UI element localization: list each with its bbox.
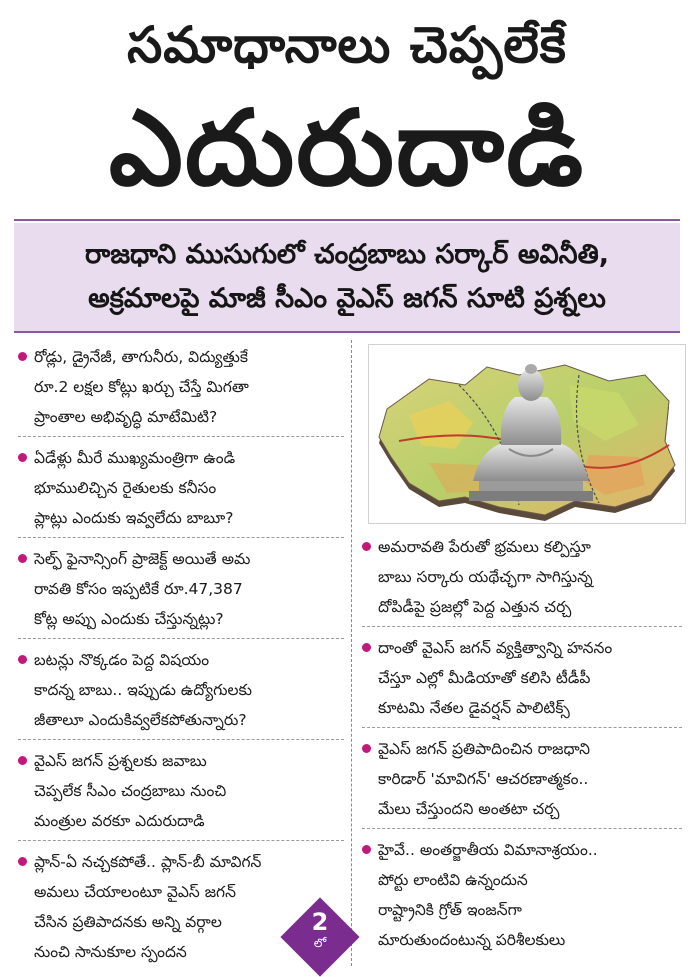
bullet-dot-icon [18, 352, 27, 361]
bullet-line: ఏడేళ్లు మీరే ముఖ్యమంత్రిగా ఉండి [34, 449, 236, 467]
bullet-dot-icon [18, 857, 27, 866]
bullet-dot-icon [18, 756, 27, 765]
bullet-dot-icon [18, 453, 27, 462]
bullet-line: పోర్టు లాంటివి ఉన్నందున [378, 871, 528, 889]
bullet-dot-icon [18, 655, 27, 664]
bullet-item [362, 835, 682, 955]
bullet-dot-icon [362, 845, 371, 854]
subheadline-line-1: రాజధాని ముసుగులో చంద్రబాబు సర్కార్ అవినీతి, [85, 239, 609, 270]
headline-main: ఎదురుదాడి [108, 87, 586, 209]
bullet-separator [18, 537, 344, 538]
page-badge-suffix: లో [313, 936, 327, 950]
bullet-line: వైఎస్ జగన్ ప్రతిపాదించిన రాజధాని [378, 740, 591, 758]
bullet-line: సెల్ఫ్ ఫైనాన్సింగ్ ప్రాజెక్ట్ అయితే అమ [34, 550, 251, 568]
bullet-line: అమలు చేయాలంటూ వైఎస్ జగన్ [34, 883, 236, 901]
bullet-separator [362, 828, 682, 829]
bullet-line: అమరావతి పేరుతో భ్రమలు కల్పిస్తూ [378, 538, 591, 556]
bullet-line: నుంచి సానుకూల స్పందన [34, 943, 187, 961]
bullet-line: కోట్ల అప్పు ఎందుకు చేస్తున్నట్లు? [34, 610, 224, 628]
subhead-bottom-rule [14, 331, 680, 333]
bullet-item [18, 544, 344, 634]
bullet-line: కాదన్న బాబు.. ఇప్పుడు ఉద్యోగులకు [34, 681, 252, 699]
bullet-item [18, 342, 344, 432]
right-column [362, 532, 682, 955]
bullet-line: కూటమి నేతల డైవర్షన్ పాలిటిక్స్ [378, 699, 570, 717]
subheadline-line-2: అక్రమాలపై మాజీ సీఎం వైఎస్ జగన్ సూటి ప్రశ్నలు [88, 283, 606, 314]
page-badge-number: 2 [311, 908, 329, 936]
bullet-line: ప్లాట్లు ఎందుకు ఇవ్వలేదు బాబూ? [34, 509, 234, 527]
subheadline-box [14, 223, 680, 331]
bullet-line: దాంతో వైఎస్ జగన్ వ్యక్తిత్వాన్ని హననం [378, 639, 613, 657]
bullet-dot-icon [362, 542, 371, 551]
left-column [18, 342, 344, 967]
bullet-line: దోపిడీపై ప్రజల్లో పెద్ద ఎత్తున చర్చ [378, 598, 572, 616]
bullet-line: రావతి కోసం ఇప్పటికే రూ.47,387 [34, 580, 243, 598]
bullet-dot-icon [362, 643, 371, 652]
bullet-line: మంత్రుల వరకూ ఎదురుదాడి [34, 812, 205, 830]
bullet-item [362, 734, 682, 824]
bullet-line: రూ.2 లక్షల కోట్లు ఖర్చు చేస్తే మిగతా [34, 378, 249, 396]
bullet-dot-icon [18, 554, 27, 563]
bullet-separator [18, 840, 344, 841]
column-divider [351, 340, 352, 966]
bullet-line: హైవే.. అంతర్జాతీయ విమానాశ్రయం.. [378, 841, 598, 859]
bullet-item [18, 645, 344, 735]
bullet-line: చెప్పలేక సీఎం చంద్రబాబు నుంచి [34, 782, 227, 800]
bullet-line: రాష్ట్రానికి గ్రోత్ ఇంజన్‌గా [378, 901, 522, 919]
bullet-line: భూములిచ్చిన రైతులకు కనీసం [34, 479, 217, 497]
bullet-separator [18, 436, 344, 437]
bullet-item [362, 633, 682, 723]
bullet-line: కారిడార్ 'మావిగన్' ఆచరణాత్మకం.. [378, 770, 589, 788]
bullet-separator [18, 739, 344, 740]
bullet-line: చేసిన ప్రతిపాదనకు అన్ని వర్గాల [34, 913, 222, 931]
bullet-item [18, 443, 344, 533]
bullet-line: బటన్లు నొక్కడం పెద్ద విషయం [34, 651, 210, 669]
subhead-top-rule [14, 219, 680, 221]
bullet-line: జీతాలూ ఎందుకివ్వలేకపోతున్నారు? [34, 711, 247, 729]
bullet-item [362, 532, 682, 622]
bullet-line: రోడ్లు, డ్రైనేజీ, తాగునీరు, విద్యుత్తుకే [34, 348, 248, 366]
bullet-separator [362, 727, 682, 728]
bullet-line: బాబు సర్కారు యథేచ్ఛగా సాగిస్తున్న [378, 568, 593, 586]
bullet-line: మేలు చేస్తుందని అంతటా చర్చ [378, 800, 560, 818]
bullet-item [18, 746, 344, 836]
bullet-line: ప్లాన్-ఏ నచ్చకపోతే.. ప్లాన్-బీ మావిగన్ [34, 853, 262, 871]
buddha-statue-map-image [368, 344, 686, 524]
bullet-dot-icon [362, 744, 371, 753]
bullet-line: చేస్తూ ఎల్లో మీడియాతో కలిసి టీడీపీ [378, 669, 591, 687]
bullet-separator [362, 626, 682, 627]
headline-kicker: సమాధానాలు చెప్పలేకే [127, 16, 567, 74]
bullet-line: ప్రాంతాల అభివృద్ధి మాటేమిటి? [34, 408, 218, 426]
bullet-line: వైఎస్ జగన్ ప్రశ్నలకు జవాబు [34, 752, 207, 770]
bullet-separator [18, 638, 344, 639]
map-illustration-icon [369, 345, 685, 523]
bullet-line: మారుతుందంటున్న పరిశీలకులు [378, 931, 566, 949]
